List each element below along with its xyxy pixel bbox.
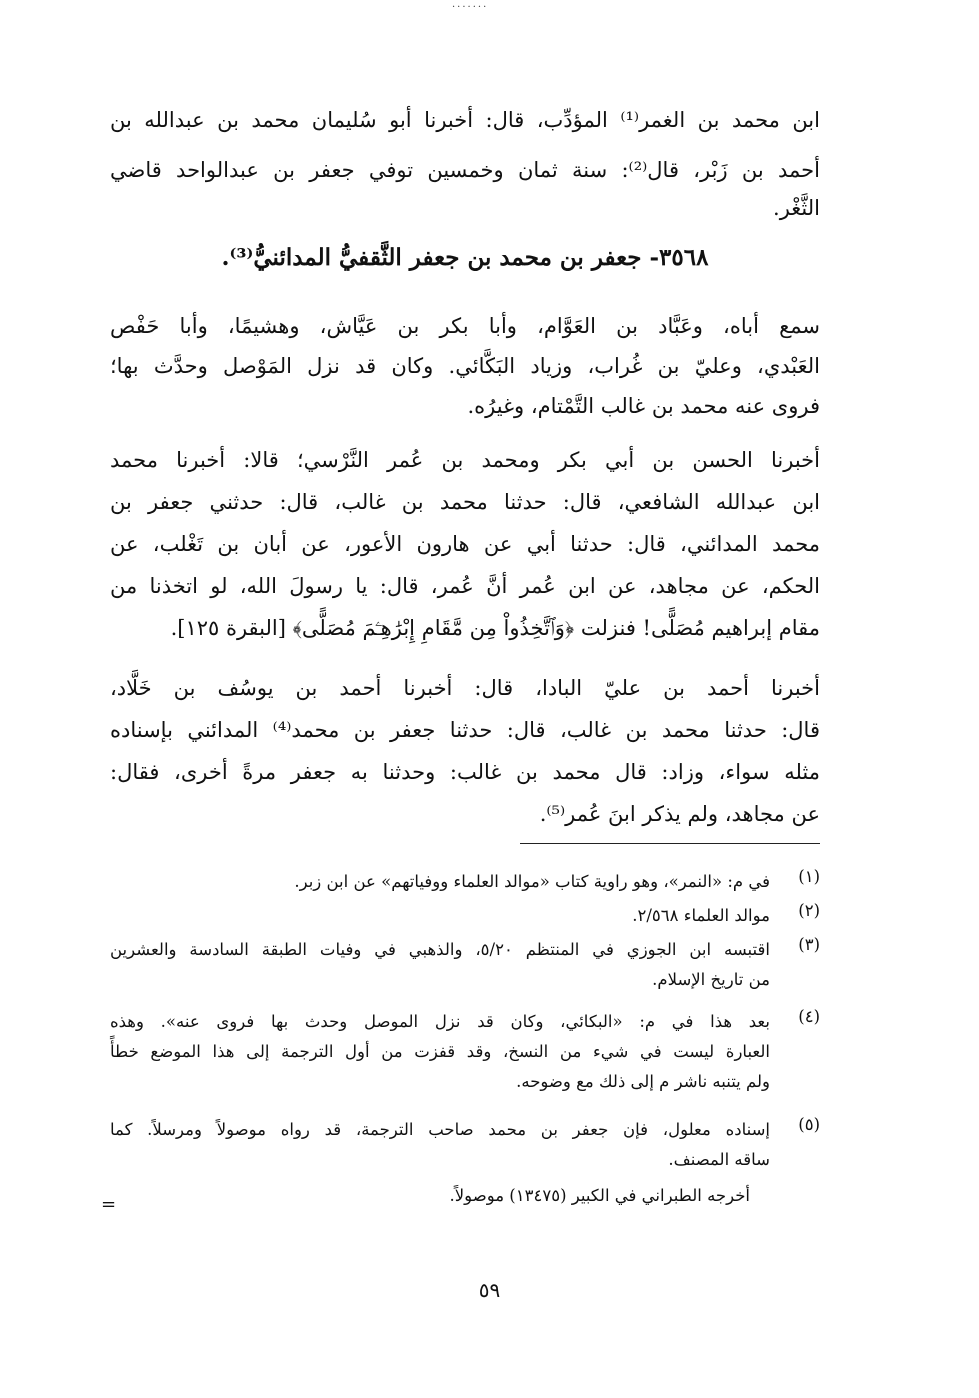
text-line: الحكم، عن مجاهد، عن ابن عُمر أنَّ عُمر، قال: يا رسولَ الله، لو اتخذنا من xyxy=(110,574,820,598)
paragraph-biography xyxy=(110,306,820,426)
footnote-line: ساقه المصنف. xyxy=(668,1150,770,1169)
footnote-number: (٣) xyxy=(798,935,820,954)
text-line: محمد المدائني، قال: حدثنا أبي عن هارون الأعور، عن أبان بن تَغْلب، عن xyxy=(110,532,820,556)
text-line: العَبْدي، وعليّ بن غُراب، وزياد البَكَّائي. وكان قد نزل المَوْصل وحدَّث بها؛ xyxy=(110,354,820,378)
footnote-line: العبارة ليست في شيء من النسخ، وقد قفزت من أول الترجمة إلى هذا الموضع خطأً xyxy=(110,1042,770,1061)
footnote-number: (٤) xyxy=(798,1007,820,1026)
page-number: ٥٩ xyxy=(478,1278,501,1302)
footnote-4 xyxy=(110,1007,820,1103)
footnote-number: (٥) xyxy=(798,1115,820,1134)
footnote-line: اقتبسه ابن الجوزي في المنتظم ٥/٢٠، والذهبي في وفيات الطبقة السادسة والعشرين xyxy=(110,940,770,959)
footnote-line: موالد العلماء ٢/٥٦٨. xyxy=(632,906,770,925)
text-line: أخبرنا أحمد بن عليّ البادا، قال: أخبرنا أحمد بن يوسُف بن خَلَّاد، xyxy=(110,676,820,700)
footnote-number: (٢) xyxy=(798,901,820,920)
text-line: الثَّغْر. xyxy=(773,196,820,220)
top-marks: ······· xyxy=(452,2,489,13)
text-line: مقام إبراهيم مُصَلًّى! فنزلت ﴿وَٱتَّخِذُواْ مِن مَّقَامِ إِبْرَٰهِـۧمَ مُصَلًّى﴾ [البقرة ١٢٥]. xyxy=(170,616,820,640)
footnote-line: في م: «النمر»، وهو راوية كتاب «موالد العلماء ووفياتهم» عن ابن زبر. xyxy=(294,872,770,891)
text-line: سمع أباه، وعَبَّاد بن العَوَّام، وأبا بكر بن عَيَّاش، وهشيمًا، وأبا حَفْص xyxy=(110,314,820,338)
footnote-line: إسناده معلول، فإن جعفر بن محمد صاحب الترجمة، قد رواه موصولاً ومرسلاً. كما xyxy=(110,1120,770,1139)
text-line: أخبرنا الحسن بن أبي بكر ومحمد بن عُمر النَّرْسي؛ قالا: أخبرنا محمد xyxy=(110,448,820,472)
text-line: عن مجاهد، ولم يذكر ابنَ عُمر⁽⁵⁾. xyxy=(539,802,820,826)
text-line: قال: حدثنا محمد بن غالب، قال: حدثنا جعفر بن محمد⁽⁴⁾ المدائني بإسناده xyxy=(110,718,820,742)
footnote-line: بعد هذا في م: «البكائي، وكان قد نزل الموصل وحدث بها فروى عنه». وهذه xyxy=(110,1012,770,1031)
footnote-line: من تاريخ الإسلام. xyxy=(652,970,770,989)
paragraph-second-chain xyxy=(110,668,820,838)
footnote-line: أخرجه الطبراني في الكبير (١٣٤٧٥) موصولاً. xyxy=(449,1186,750,1205)
entry-heading: ٣٥٦٨- جعفر بن محمد بن جعفر الثَّقفيُّ المدائنيُّ⁽³⁾. xyxy=(221,244,709,271)
text-line: فروى عنه محمد بن غالب التَّمْتام، وغيرُه. xyxy=(467,394,820,418)
footnote-5 xyxy=(110,1115,820,1211)
footnote-number: (١) xyxy=(798,867,820,886)
footnote-line: ولم يتنبه ناشر م إلى ذلك مع وضوحه. xyxy=(516,1072,770,1091)
intro-paragraph xyxy=(110,100,820,220)
paragraph-hadith-chain xyxy=(110,440,820,650)
footnote-3 xyxy=(110,935,820,999)
text-line: ابن عبدالله الشافعي، قال: حدثنا محمد بن غالب، قال: حدثني جعفر بن xyxy=(110,490,820,514)
footnote-divider xyxy=(520,843,820,844)
text-line: أحمد بن زَبْر، قال⁽²⁾: سنة ثمان وخمسين توفي جعفر بن عبدالواحد قاضي xyxy=(110,158,820,182)
footnote-2 xyxy=(110,901,820,931)
text-line: مثله سواء، وزاد: قال محمد بن غالب: وحدثنا به جعفر مرةً أخرى، فقال: xyxy=(110,760,820,784)
continuation-mark: = xyxy=(101,1194,117,1215)
footnote-1 xyxy=(110,867,820,897)
text-line: ابن محمد بن الغمر⁽¹⁾ المؤدِّب، قال: أخبرنا أبو سُليمان محمد بن عبدالله بن xyxy=(110,108,820,132)
